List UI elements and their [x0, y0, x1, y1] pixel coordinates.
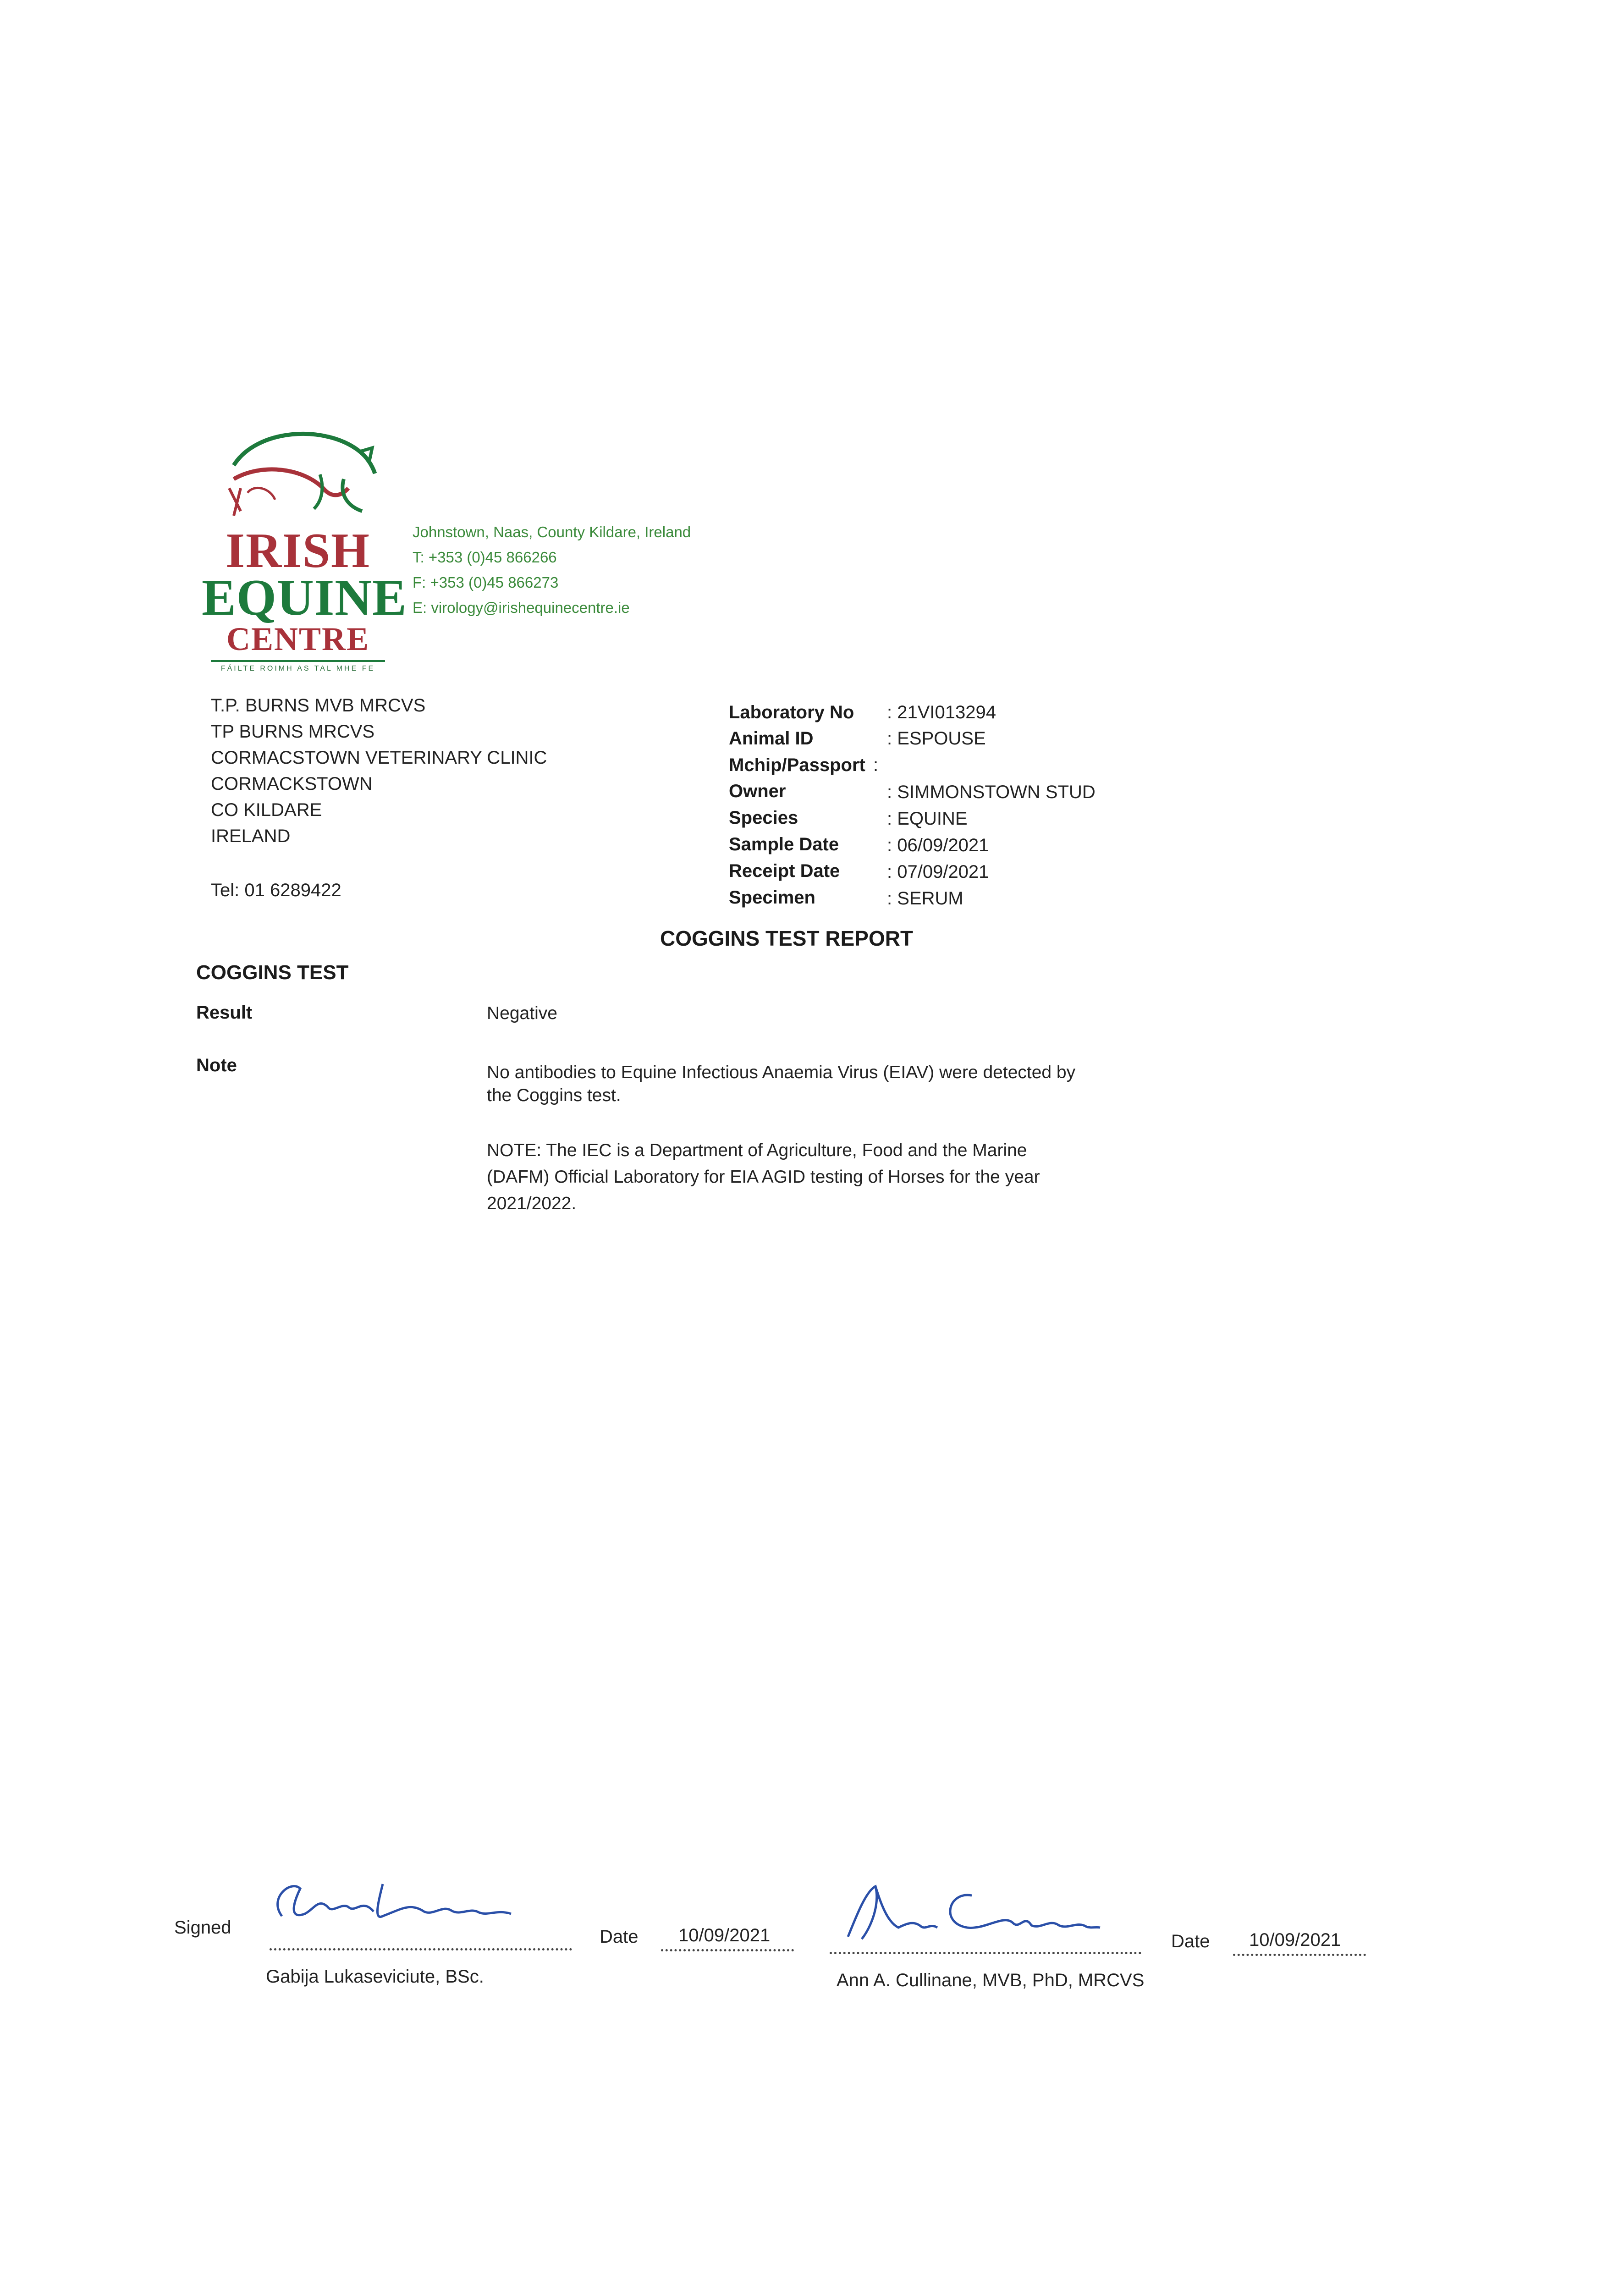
date-2-value: 10/09/2021 [1249, 1930, 1341, 1950]
lab-label-mchip-passport: Mchip/Passport [729, 755, 865, 775]
irish-equine-centre-logo [202, 419, 407, 672]
result-value: Negative [487, 1003, 557, 1023]
report-title: COGGINS TEST REPORT [660, 926, 914, 950]
lab-value-animal-id: : ESPOUSE [887, 728, 986, 749]
logo-word-equine: EQUINE [202, 569, 407, 626]
lab-label-specimen: Specimen [729, 887, 815, 908]
contact-address: Johnstown, Naas, County Kildare, Ireland [413, 523, 691, 540]
dafm-note-line-2: (DAFM) Official Laboratory for EIA AGID testing of Horses for the year [487, 1167, 1040, 1187]
lab-label-animal-id: Animal ID [729, 728, 814, 749]
lab-label-receipt-date: Receipt Date [729, 861, 840, 881]
logo-divider [211, 660, 385, 662]
lab-value-owner: : SIMMONSTOWN STUD [887, 782, 1096, 802]
logo-word-irish: IRISH [225, 523, 371, 578]
lab-value-species: : EQUINE [887, 809, 968, 829]
recipient-line-1: T.P. BURNS MVB MRCVS [211, 695, 426, 716]
recipient-tel: Tel: 01 6289422 [211, 880, 341, 900]
signature-2-handwriting [830, 1873, 1114, 1946]
date-2-label: Date [1171, 1931, 1210, 1951]
contact-email[interactable]: E: virology@irishequinecentre.ie [413, 599, 630, 616]
signature-1-line [270, 1948, 572, 1950]
date-1-value: 10/09/2021 [678, 1925, 771, 1945]
lab-value-laboratory-no: : 21VI013294 [887, 702, 996, 722]
result-label: Result [196, 1003, 253, 1023]
lab-label-owner: Owner [729, 781, 786, 801]
signed-label: Signed [174, 1917, 231, 1938]
date-1-label: Date [600, 1927, 639, 1947]
dafm-note-line-1: NOTE: The IEC is a Department of Agriculture, Food and the Marine [487, 1140, 1027, 1160]
lab-value-sample-date: : 06/09/2021 [887, 835, 989, 855]
signature-2-line [830, 1952, 1141, 1954]
recipient-line-3: CORMACSTOWN VETERINARY CLINIC [211, 748, 547, 768]
date-2-line [1233, 1954, 1366, 1956]
signature-1-handwriting [264, 1870, 539, 1939]
logo-word-centre: CENTRE [226, 621, 370, 657]
recipient-line-4: CORMACKSTOWN [211, 774, 373, 794]
logo-motto: FÁILTE ROIMH AS TAL MHE FE [220, 665, 375, 672]
section-heading: COGGINS TEST [196, 961, 349, 984]
horse-emblem-icon [202, 419, 394, 525]
signature-1-name: Gabija Lukaseviciute, BSc. [266, 1967, 484, 1987]
dafm-note-line-3: 2021/2022. [487, 1194, 577, 1213]
lab-label-species: Species [729, 808, 798, 828]
note-line-1: No antibodies to Equine Infectious Anaemia Virus (EIAV) were detected by [487, 1063, 1076, 1082]
lab-value-specimen: : SERUM [887, 888, 963, 909]
note-line-2: the Coggins test. [487, 1085, 621, 1105]
date-1-line [661, 1949, 794, 1951]
note-label: Note [196, 1055, 237, 1075]
lab-value-receipt-date: : 07/09/2021 [887, 862, 989, 882]
lab-label-sample-date: Sample Date [729, 834, 839, 854]
recipient-line-5: CO KILDARE [211, 800, 322, 820]
contact-fax: F: +353 (0)45 866273 [413, 574, 559, 591]
contact-phone: T: +353 (0)45 866266 [413, 549, 557, 566]
lab-value-mchip-passport: : [873, 755, 879, 775]
lab-label-laboratory-no: Laboratory No [729, 702, 854, 722]
signature-2-name: Ann A. Cullinane, MVB, PhD, MRCVS [837, 1970, 1145, 1990]
recipient-line-6: IRELAND [211, 826, 291, 846]
recipient-line-2: TP BURNS MRCVS [211, 722, 375, 742]
